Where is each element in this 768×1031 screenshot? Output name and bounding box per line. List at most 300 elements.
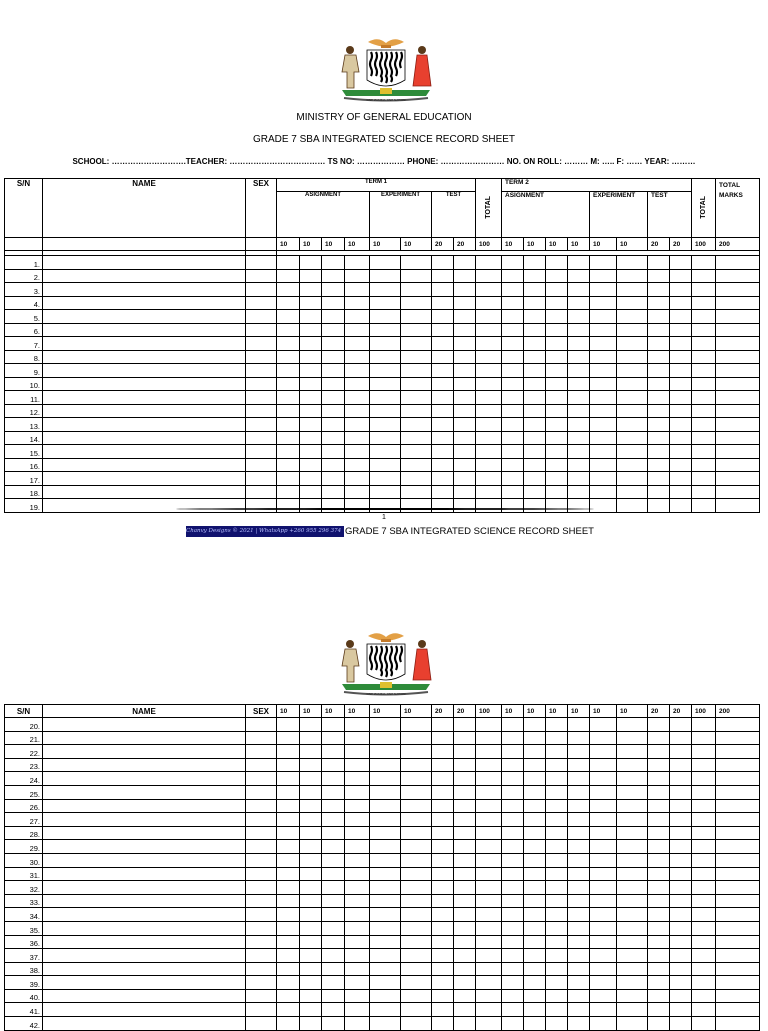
mark-cell[interactable]	[454, 350, 476, 364]
mark-cell[interactable]	[502, 745, 524, 759]
mark-cell[interactable]	[370, 391, 401, 405]
mark-cell[interactable]	[692, 458, 716, 472]
mark-cell[interactable]	[476, 445, 502, 459]
mark-cell[interactable]	[617, 867, 648, 881]
mark-cell[interactable]	[454, 908, 476, 922]
mark-cell[interactable]	[617, 785, 648, 799]
mark-cell[interactable]	[524, 799, 546, 813]
mark-cell[interactable]	[476, 799, 502, 813]
mark-cell[interactable]	[524, 745, 546, 759]
sex-cell[interactable]	[246, 283, 277, 297]
mark-cell[interactable]	[454, 894, 476, 908]
mark-cell[interactable]	[322, 989, 345, 1003]
mark-cell[interactable]	[454, 391, 476, 405]
mark-cell[interactable]	[322, 350, 345, 364]
mark-cell[interactable]	[546, 485, 568, 499]
mark-cell[interactable]	[401, 894, 432, 908]
mark-cell[interactable]	[370, 949, 401, 963]
mark-cell[interactable]	[670, 813, 692, 827]
mark-cell[interactable]	[476, 853, 502, 867]
mark-cell[interactable]	[345, 391, 370, 405]
mark-cell[interactable]	[502, 867, 524, 881]
sex-cell[interactable]	[246, 458, 277, 472]
mark-cell[interactable]	[670, 310, 692, 324]
mark-cell[interactable]	[524, 853, 546, 867]
mark-cell[interactable]	[432, 745, 454, 759]
mark-cell[interactable]	[648, 976, 670, 990]
mark-cell[interactable]	[345, 296, 370, 310]
mark-cell[interactable]	[648, 269, 670, 283]
student-name-cell[interactable]	[43, 908, 246, 922]
mark-cell[interactable]	[670, 283, 692, 297]
mark-cell[interactable]	[300, 1003, 322, 1017]
mark-cell[interactable]	[401, 337, 432, 351]
mark-cell[interactable]	[670, 364, 692, 378]
mark-cell[interactable]	[670, 404, 692, 418]
mark-cell[interactable]	[692, 772, 716, 786]
sex-cell[interactable]	[246, 813, 277, 827]
mark-cell[interactable]	[502, 269, 524, 283]
mark-cell[interactable]	[716, 1003, 760, 1017]
mark-cell[interactable]	[476, 472, 502, 486]
mark-cell[interactable]	[716, 758, 760, 772]
mark-cell[interactable]	[692, 269, 716, 283]
mark-cell[interactable]	[370, 935, 401, 949]
mark-cell[interactable]	[590, 949, 617, 963]
mark-cell[interactable]	[716, 745, 760, 759]
mark-cell[interactable]	[432, 418, 454, 432]
mark-cell[interactable]	[568, 867, 590, 881]
mark-cell[interactable]	[345, 256, 370, 270]
mark-cell[interactable]	[300, 853, 322, 867]
student-name-cell[interactable]	[43, 269, 246, 283]
sex-cell[interactable]	[246, 296, 277, 310]
mark-cell[interactable]	[546, 337, 568, 351]
mark-cell[interactable]	[370, 840, 401, 854]
mark-cell[interactable]	[401, 310, 432, 324]
mark-cell[interactable]	[322, 377, 345, 391]
mark-cell[interactable]	[432, 731, 454, 745]
mark-cell[interactable]	[502, 989, 524, 1003]
mark-cell[interactable]	[454, 826, 476, 840]
mark-cell[interactable]	[692, 499, 716, 513]
mark-cell[interactable]	[432, 718, 454, 732]
mark-cell[interactable]	[345, 799, 370, 813]
mark-cell[interactable]	[546, 499, 568, 513]
mark-cell[interactable]	[277, 296, 300, 310]
mark-cell[interactable]	[617, 485, 648, 499]
mark-cell[interactable]	[716, 431, 760, 445]
mark-cell[interactable]	[345, 949, 370, 963]
mark-cell[interactable]	[322, 269, 345, 283]
mark-cell[interactable]	[692, 799, 716, 813]
mark-cell[interactable]	[502, 772, 524, 786]
mark-cell[interactable]	[370, 758, 401, 772]
mark-cell[interactable]	[432, 962, 454, 976]
mark-cell[interactable]	[476, 269, 502, 283]
mark-cell[interactable]	[300, 445, 322, 459]
mark-cell[interactable]	[370, 772, 401, 786]
mark-cell[interactable]	[322, 323, 345, 337]
mark-cell[interactable]	[322, 962, 345, 976]
mark-cell[interactable]	[568, 908, 590, 922]
mark-cell[interactable]	[476, 296, 502, 310]
mark-cell[interactable]	[300, 935, 322, 949]
mark-cell[interactable]	[670, 269, 692, 283]
mark-cell[interactable]	[590, 364, 617, 378]
mark-cell[interactable]	[524, 256, 546, 270]
student-name-cell[interactable]	[43, 745, 246, 759]
mark-cell[interactable]	[692, 949, 716, 963]
mark-cell[interactable]	[590, 391, 617, 405]
mark-cell[interactable]	[345, 840, 370, 854]
mark-cell[interactable]	[546, 758, 568, 772]
mark-cell[interactable]	[568, 377, 590, 391]
mark-cell[interactable]	[617, 962, 648, 976]
sex-cell[interactable]	[246, 921, 277, 935]
mark-cell[interactable]	[568, 1003, 590, 1017]
mark-cell[interactable]	[401, 364, 432, 378]
mark-cell[interactable]	[716, 799, 760, 813]
mark-cell[interactable]	[524, 826, 546, 840]
mark-cell[interactable]	[432, 976, 454, 990]
mark-cell[interactable]	[546, 962, 568, 976]
mark-cell[interactable]	[546, 840, 568, 854]
mark-cell[interactable]	[401, 867, 432, 881]
mark-cell[interactable]	[502, 853, 524, 867]
mark-cell[interactable]	[617, 458, 648, 472]
mark-cell[interactable]	[546, 364, 568, 378]
mark-cell[interactable]	[617, 323, 648, 337]
mark-cell[interactable]	[432, 949, 454, 963]
mark-cell[interactable]	[322, 337, 345, 351]
mark-cell[interactable]	[568, 853, 590, 867]
mark-cell[interactable]	[454, 485, 476, 499]
mark-cell[interactable]	[476, 826, 502, 840]
mark-cell[interactable]	[300, 758, 322, 772]
mark-cell[interactable]	[370, 1017, 401, 1031]
mark-cell[interactable]	[370, 1003, 401, 1017]
mark-cell[interactable]	[648, 826, 670, 840]
mark-cell[interactable]	[300, 472, 322, 486]
mark-cell[interactable]	[300, 499, 322, 513]
mark-cell[interactable]	[590, 785, 617, 799]
mark-cell[interactable]	[401, 989, 432, 1003]
mark-cell[interactable]	[432, 256, 454, 270]
mark-cell[interactable]	[277, 799, 300, 813]
mark-cell[interactable]	[546, 867, 568, 881]
mark-cell[interactable]	[401, 458, 432, 472]
sex-cell[interactable]	[246, 989, 277, 1003]
mark-cell[interactable]	[432, 458, 454, 472]
mark-cell[interactable]	[300, 799, 322, 813]
mark-cell[interactable]	[370, 853, 401, 867]
mark-cell[interactable]	[524, 499, 546, 513]
mark-cell[interactable]	[546, 458, 568, 472]
mark-cell[interactable]	[692, 826, 716, 840]
mark-cell[interactable]	[401, 1017, 432, 1031]
mark-cell[interactable]	[716, 908, 760, 922]
mark-cell[interactable]	[546, 472, 568, 486]
mark-cell[interactable]	[454, 1003, 476, 1017]
mark-cell[interactable]	[648, 894, 670, 908]
mark-cell[interactable]	[370, 418, 401, 432]
mark-cell[interactable]	[432, 840, 454, 854]
mark-cell[interactable]	[692, 935, 716, 949]
mark-cell[interactable]	[300, 894, 322, 908]
mark-cell[interactable]	[568, 894, 590, 908]
mark-cell[interactable]	[716, 418, 760, 432]
mark-cell[interactable]	[524, 731, 546, 745]
mark-cell[interactable]	[670, 350, 692, 364]
mark-cell[interactable]	[476, 499, 502, 513]
mark-cell[interactable]	[432, 391, 454, 405]
mark-cell[interactable]	[502, 310, 524, 324]
sex-cell[interactable]	[246, 840, 277, 854]
mark-cell[interactable]	[401, 772, 432, 786]
mark-cell[interactable]	[476, 350, 502, 364]
mark-cell[interactable]	[277, 731, 300, 745]
mark-cell[interactable]	[502, 445, 524, 459]
student-name-cell[interactable]	[43, 935, 246, 949]
mark-cell[interactable]	[617, 472, 648, 486]
mark-cell[interactable]	[524, 269, 546, 283]
mark-cell[interactable]	[322, 772, 345, 786]
mark-cell[interactable]	[345, 935, 370, 949]
mark-cell[interactable]	[692, 976, 716, 990]
mark-cell[interactable]	[568, 785, 590, 799]
mark-cell[interactable]	[322, 935, 345, 949]
mark-cell[interactable]	[524, 989, 546, 1003]
mark-cell[interactable]	[716, 840, 760, 854]
mark-cell[interactable]	[432, 310, 454, 324]
mark-cell[interactable]	[454, 976, 476, 990]
mark-cell[interactable]	[476, 745, 502, 759]
mark-cell[interactable]	[277, 350, 300, 364]
mark-cell[interactable]	[502, 499, 524, 513]
mark-cell[interactable]	[617, 935, 648, 949]
student-name-cell[interactable]	[43, 976, 246, 990]
mark-cell[interactable]	[277, 976, 300, 990]
mark-cell[interactable]	[370, 785, 401, 799]
mark-cell[interactable]	[692, 1017, 716, 1031]
mark-cell[interactable]	[401, 472, 432, 486]
mark-cell[interactable]	[617, 989, 648, 1003]
mark-cell[interactable]	[277, 256, 300, 270]
mark-cell[interactable]	[648, 935, 670, 949]
mark-cell[interactable]	[476, 921, 502, 935]
student-name-cell[interactable]	[43, 840, 246, 854]
mark-cell[interactable]	[322, 391, 345, 405]
mark-cell[interactable]	[277, 813, 300, 827]
mark-cell[interactable]	[277, 1003, 300, 1017]
mark-cell[interactable]	[502, 350, 524, 364]
mark-cell[interactable]	[716, 391, 760, 405]
mark-cell[interactable]	[617, 377, 648, 391]
mark-cell[interactable]	[670, 391, 692, 405]
mark-cell[interactable]	[670, 499, 692, 513]
mark-cell[interactable]	[617, 296, 648, 310]
mark-cell[interactable]	[692, 472, 716, 486]
student-name-cell[interactable]	[43, 853, 246, 867]
mark-cell[interactable]	[617, 445, 648, 459]
mark-cell[interactable]	[476, 458, 502, 472]
mark-cell[interactable]	[692, 758, 716, 772]
mark-cell[interactable]	[524, 337, 546, 351]
mark-cell[interactable]	[617, 772, 648, 786]
mark-cell[interactable]	[322, 404, 345, 418]
mark-cell[interactable]	[370, 894, 401, 908]
mark-cell[interactable]	[345, 364, 370, 378]
mark-cell[interactable]	[454, 323, 476, 337]
mark-cell[interactable]	[524, 431, 546, 445]
mark-cell[interactable]	[617, 418, 648, 432]
mark-cell[interactable]	[370, 431, 401, 445]
mark-cell[interactable]	[432, 785, 454, 799]
mark-cell[interactable]	[648, 391, 670, 405]
mark-cell[interactable]	[322, 1003, 345, 1017]
mark-cell[interactable]	[546, 1017, 568, 1031]
mark-cell[interactable]	[648, 296, 670, 310]
mark-cell[interactable]	[476, 323, 502, 337]
student-name-cell[interactable]	[43, 323, 246, 337]
mark-cell[interactable]	[370, 962, 401, 976]
mark-cell[interactable]	[454, 404, 476, 418]
student-name-cell[interactable]	[43, 826, 246, 840]
mark-cell[interactable]	[546, 718, 568, 732]
mark-cell[interactable]	[502, 813, 524, 827]
mark-cell[interactable]	[716, 269, 760, 283]
mark-cell[interactable]	[590, 867, 617, 881]
mark-cell[interactable]	[401, 296, 432, 310]
mark-cell[interactable]	[716, 772, 760, 786]
mark-cell[interactable]	[692, 867, 716, 881]
mark-cell[interactable]	[590, 323, 617, 337]
mark-cell[interactable]	[648, 921, 670, 935]
mark-cell[interactable]	[322, 1017, 345, 1031]
mark-cell[interactable]	[546, 404, 568, 418]
mark-cell[interactable]	[648, 256, 670, 270]
mark-cell[interactable]	[277, 269, 300, 283]
mark-cell[interactable]	[432, 772, 454, 786]
mark-cell[interactable]	[345, 813, 370, 827]
mark-cell[interactable]	[322, 472, 345, 486]
mark-cell[interactable]	[670, 935, 692, 949]
mark-cell[interactable]	[546, 799, 568, 813]
mark-cell[interactable]	[300, 840, 322, 854]
mark-cell[interactable]	[432, 853, 454, 867]
mark-cell[interactable]	[401, 949, 432, 963]
mark-cell[interactable]	[546, 813, 568, 827]
mark-cell[interactable]	[670, 296, 692, 310]
mark-cell[interactable]	[345, 377, 370, 391]
mark-cell[interactable]	[322, 853, 345, 867]
mark-cell[interactable]	[568, 962, 590, 976]
mark-cell[interactable]	[617, 404, 648, 418]
mark-cell[interactable]	[277, 391, 300, 405]
mark-cell[interactable]	[670, 758, 692, 772]
mark-cell[interactable]	[401, 840, 432, 854]
student-name-cell[interactable]	[43, 921, 246, 935]
mark-cell[interactable]	[454, 377, 476, 391]
mark-cell[interactable]	[546, 310, 568, 324]
mark-cell[interactable]	[454, 731, 476, 745]
mark-cell[interactable]	[546, 976, 568, 990]
mark-cell[interactable]	[648, 323, 670, 337]
mark-cell[interactable]	[546, 881, 568, 895]
mark-cell[interactable]	[322, 310, 345, 324]
student-name-cell[interactable]	[43, 296, 246, 310]
mark-cell[interactable]	[546, 731, 568, 745]
mark-cell[interactable]	[670, 785, 692, 799]
mark-cell[interactable]	[345, 445, 370, 459]
mark-cell[interactable]	[546, 826, 568, 840]
mark-cell[interactable]	[716, 445, 760, 459]
mark-cell[interactable]	[670, 989, 692, 1003]
mark-cell[interactable]	[716, 894, 760, 908]
mark-cell[interactable]	[277, 445, 300, 459]
mark-cell[interactable]	[476, 1003, 502, 1017]
mark-cell[interactable]	[401, 445, 432, 459]
mark-cell[interactable]	[370, 256, 401, 270]
mark-cell[interactable]	[617, 310, 648, 324]
mark-cell[interactable]	[300, 976, 322, 990]
mark-cell[interactable]	[524, 935, 546, 949]
mark-cell[interactable]	[300, 323, 322, 337]
student-name-cell[interactable]	[43, 256, 246, 270]
mark-cell[interactable]	[524, 391, 546, 405]
mark-cell[interactable]	[502, 377, 524, 391]
mark-cell[interactable]	[546, 418, 568, 432]
mark-cell[interactable]	[648, 881, 670, 895]
mark-cell[interactable]	[370, 826, 401, 840]
mark-cell[interactable]	[590, 350, 617, 364]
mark-cell[interactable]	[648, 350, 670, 364]
mark-cell[interactable]	[568, 840, 590, 854]
mark-cell[interactable]	[590, 840, 617, 854]
mark-cell[interactable]	[345, 962, 370, 976]
mark-cell[interactable]	[692, 337, 716, 351]
mark-cell[interactable]	[454, 364, 476, 378]
mark-cell[interactable]	[716, 989, 760, 1003]
sex-cell[interactable]	[246, 772, 277, 786]
mark-cell[interactable]	[524, 1003, 546, 1017]
mark-cell[interactable]	[454, 256, 476, 270]
mark-cell[interactable]	[454, 989, 476, 1003]
mark-cell[interactable]	[370, 350, 401, 364]
sex-cell[interactable]	[246, 826, 277, 840]
sex-cell[interactable]	[246, 310, 277, 324]
mark-cell[interactable]	[322, 256, 345, 270]
mark-cell[interactable]	[345, 418, 370, 432]
mark-cell[interactable]	[617, 799, 648, 813]
mark-cell[interactable]	[300, 826, 322, 840]
mark-cell[interactable]	[568, 283, 590, 297]
mark-cell[interactable]	[617, 908, 648, 922]
mark-cell[interactable]	[370, 269, 401, 283]
mark-cell[interactable]	[454, 337, 476, 351]
mark-cell[interactable]	[322, 826, 345, 840]
mark-cell[interactable]	[277, 785, 300, 799]
mark-cell[interactable]	[401, 976, 432, 990]
sex-cell[interactable]	[246, 949, 277, 963]
mark-cell[interactable]	[590, 1017, 617, 1031]
mark-cell[interactable]	[716, 485, 760, 499]
mark-cell[interactable]	[617, 1003, 648, 1017]
mark-cell[interactable]	[546, 391, 568, 405]
mark-cell[interactable]	[401, 908, 432, 922]
mark-cell[interactable]	[454, 269, 476, 283]
